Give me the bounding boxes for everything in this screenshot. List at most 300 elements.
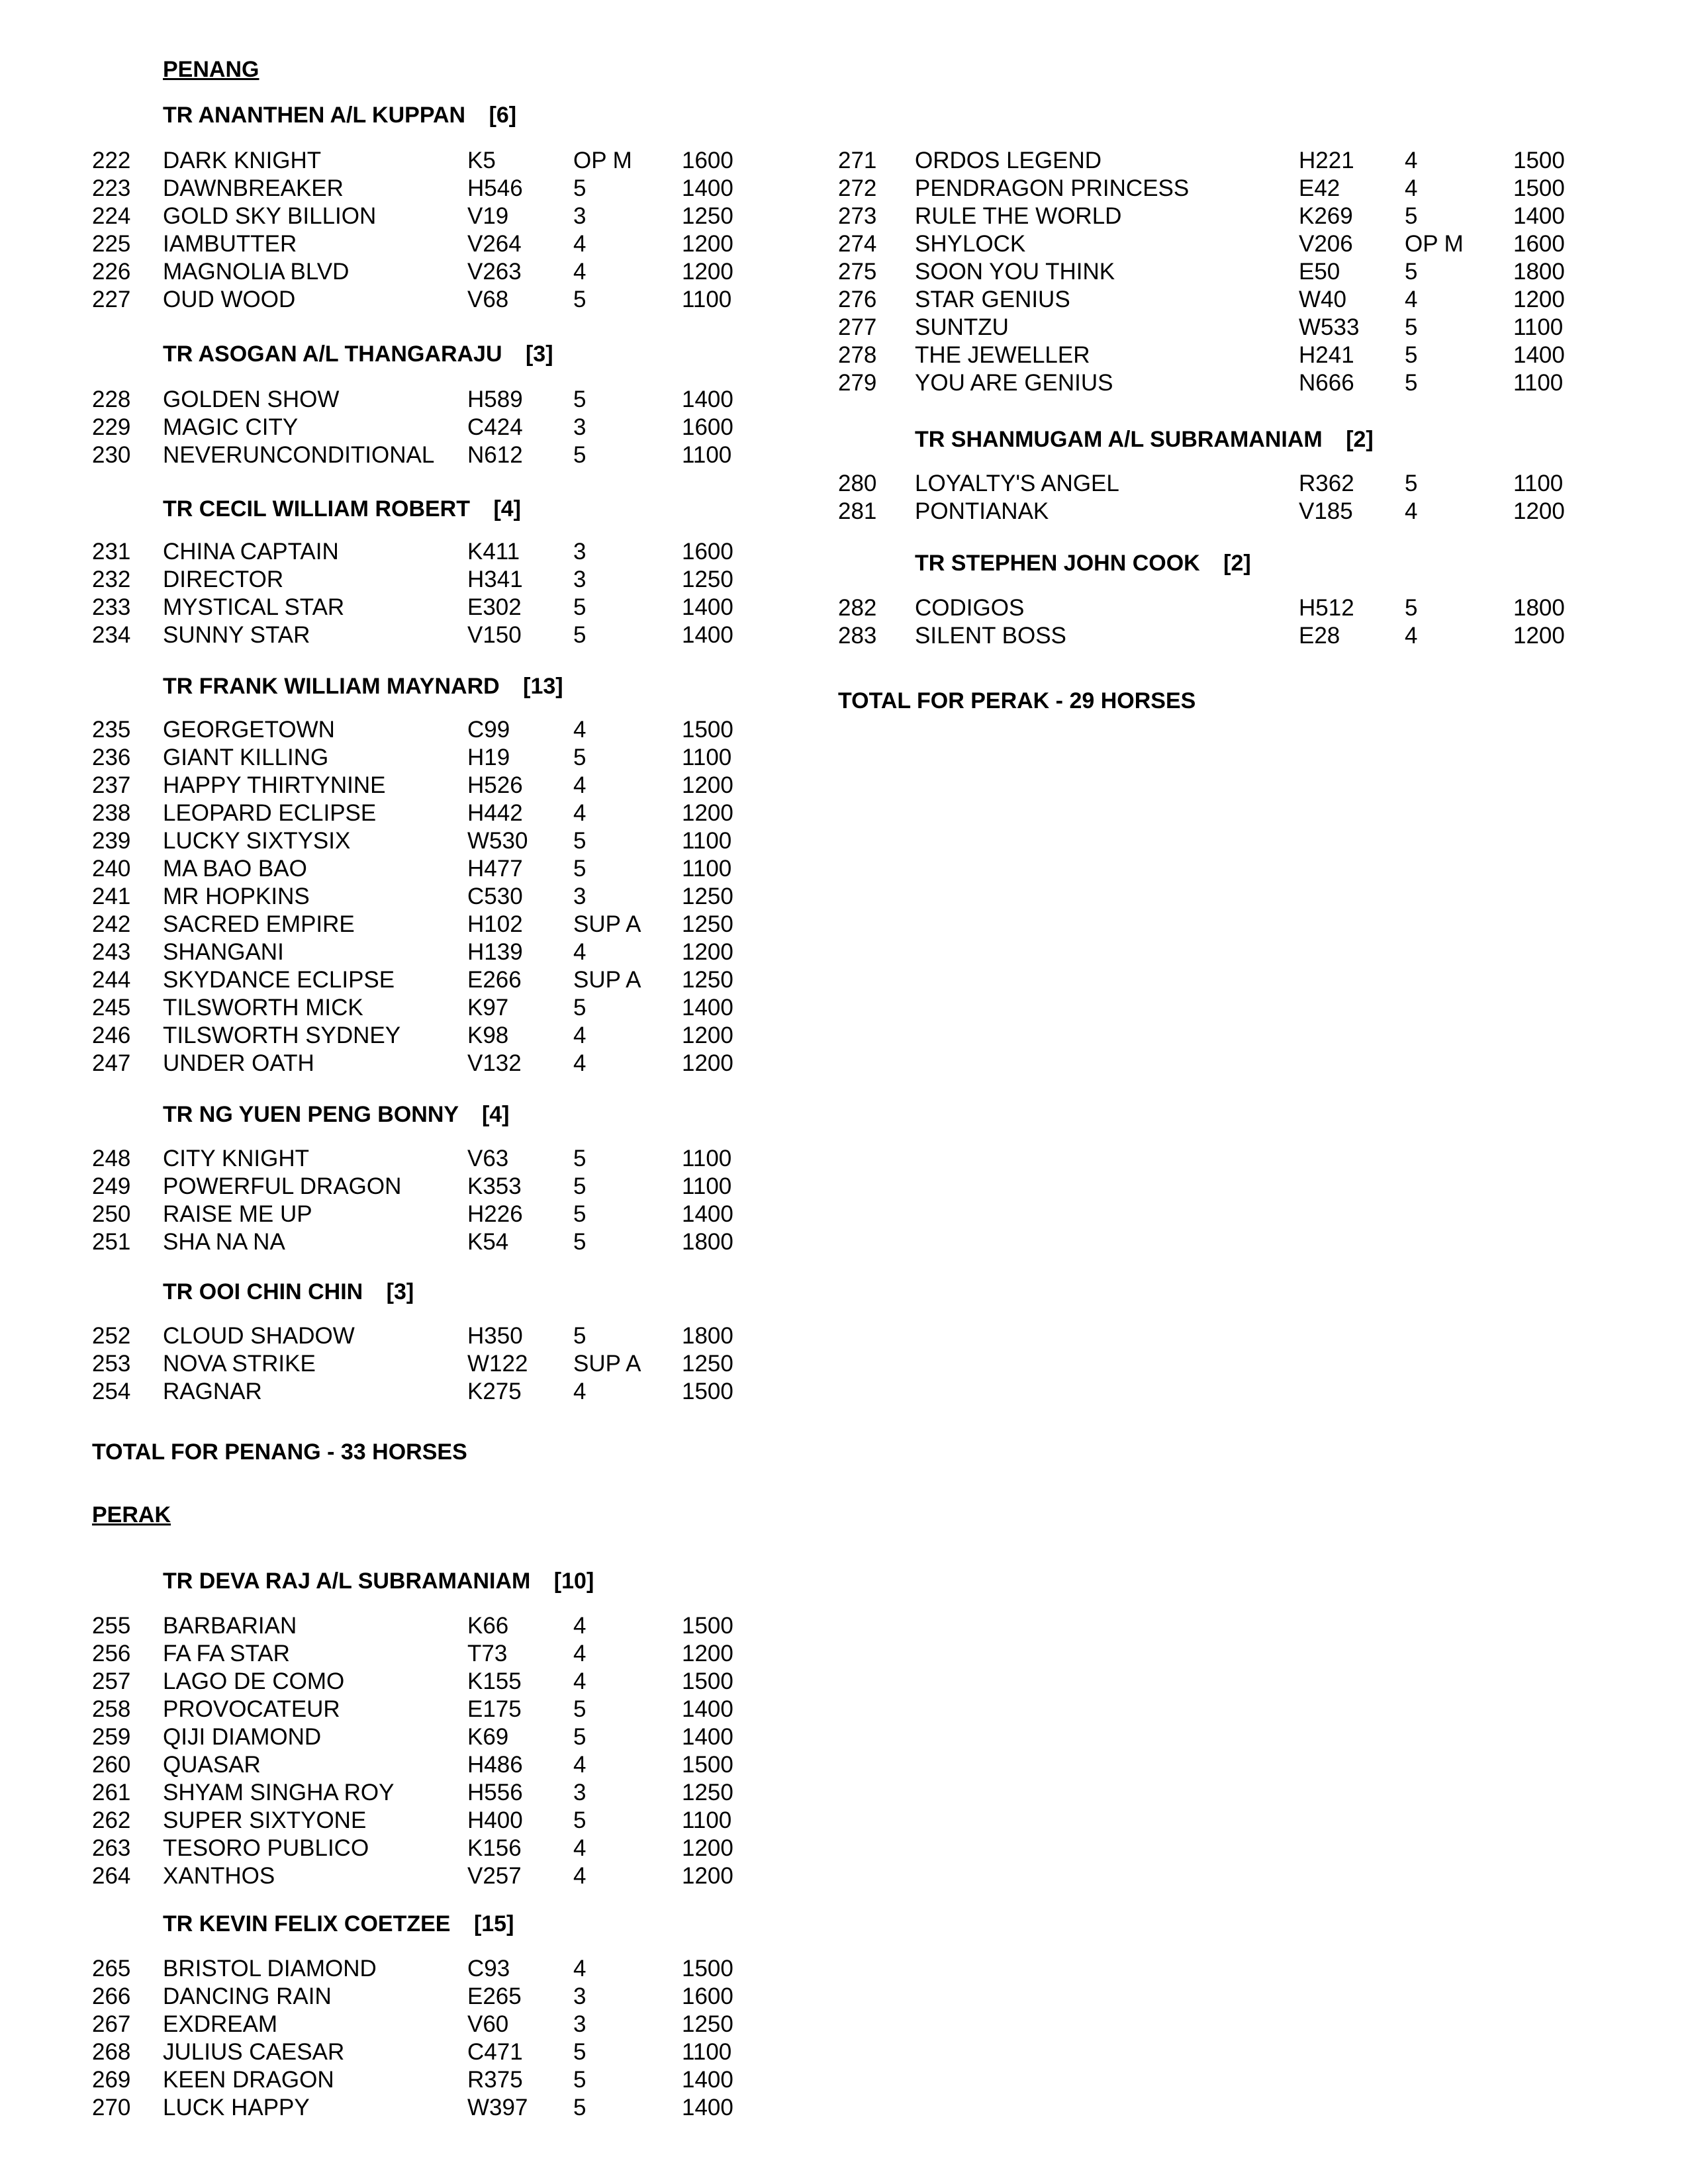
horse-number: 265 <box>92 1956 131 1981</box>
horse-name: NEVERUNCONDITIONAL <box>163 442 435 468</box>
horse-name: SHYAM SINGHA ROY <box>163 1780 395 1805</box>
horse-class: 3 <box>573 884 586 909</box>
horse-name: CITY KNIGHT <box>163 1146 310 1171</box>
horse-name: DAWNBREAKER <box>163 175 344 201</box>
trainer-count: [13] <box>523 674 563 699</box>
horse-name: DARK KNIGHT <box>163 148 322 173</box>
horse-name: CHINA CAPTAIN <box>163 539 339 565</box>
horse-name: UNDER OATH <box>163 1050 314 1076</box>
horse-code: H241 <box>1299 342 1354 368</box>
trainer-heading <box>163 341 553 367</box>
region-total-penang: TOTAL FOR PENANG - 33 HORSES <box>92 1439 467 1465</box>
horse-code: H221 <box>1299 148 1354 173</box>
horse-number: 235 <box>92 717 131 743</box>
horse-distance: 1200 <box>682 231 733 257</box>
horse-class: 5 <box>573 594 586 620</box>
horse-class: 4 <box>573 231 586 257</box>
horse-distance: 1100 <box>682 1807 732 1833</box>
horse-code: E175 <box>467 1696 522 1722</box>
horse-distance: 1100 <box>682 1173 732 1199</box>
trainer-name: TR SHANMUGAM A/L SUBRAMANIAM <box>915 427 1323 452</box>
horse-name: BARBARIAN <box>163 1613 297 1639</box>
horse-name: THE JEWELLER <box>915 342 1090 368</box>
horse-class: 5 <box>573 1229 586 1255</box>
horse-code: K269 <box>1299 203 1353 229</box>
horse-class: 5 <box>573 2095 586 2120</box>
horse-code: K353 <box>467 1173 522 1199</box>
horse-code: H102 <box>467 911 523 937</box>
horse-distance: 1500 <box>682 717 733 743</box>
horse-distance: 1800 <box>1513 595 1565 621</box>
horse-distance: 1600 <box>1513 231 1565 257</box>
horse-distance: 1100 <box>682 1146 732 1171</box>
horse-number: 247 <box>92 1050 131 1076</box>
horse-name: SUNTZU <box>915 314 1009 340</box>
horse-code: H139 <box>467 939 523 965</box>
horse-number: 237 <box>92 772 131 798</box>
horse-code: C424 <box>467 414 523 440</box>
horse-distance: 1100 <box>682 442 732 468</box>
horse-name: SUPER SIXTYONE <box>163 1807 367 1833</box>
horse-number: 260 <box>92 1752 131 1778</box>
horse-distance: 1100 <box>682 745 732 770</box>
horse-name: SACRED EMPIRE <box>163 911 355 937</box>
horse-name: DANCING RAIN <box>163 1983 332 2009</box>
trainer-name: TR DEVA RAJ A/L SUBRAMANIAM <box>163 1569 531 1594</box>
horse-name: SHANGANI <box>163 939 284 965</box>
horse-code: V185 <box>1299 498 1353 524</box>
horse-number: 225 <box>92 231 131 257</box>
horse-distance: 1100 <box>1513 370 1564 396</box>
horse-number: 239 <box>92 828 131 854</box>
trainer-count: [6] <box>489 103 517 128</box>
horse-code: K5 <box>467 148 496 173</box>
horse-number: 255 <box>92 1613 131 1639</box>
horse-class: 5 <box>573 745 586 770</box>
horse-number: 245 <box>92 995 131 1021</box>
trainer-count: [3] <box>525 341 553 367</box>
horse-number: 263 <box>92 1835 131 1861</box>
horse-class: 3 <box>573 414 586 440</box>
horse-number: 246 <box>92 1023 131 1048</box>
horse-distance: 1200 <box>682 939 733 965</box>
horse-number: 254 <box>92 1379 131 1404</box>
horse-name: OUD WOOD <box>163 287 296 312</box>
horse-code: R375 <box>467 2067 523 2093</box>
horse-name: FA FA STAR <box>163 1641 290 1666</box>
horse-class: 5 <box>1405 595 1418 621</box>
horse-distance: 1400 <box>1513 203 1565 229</box>
horse-name: LOYALTY'S ANGEL <box>915 471 1119 496</box>
horse-code: C471 <box>467 2039 523 2065</box>
horse-number: 242 <box>92 911 131 937</box>
horse-number: 227 <box>92 287 131 312</box>
horse-distance: 1400 <box>682 2067 733 2093</box>
horse-class: 4 <box>573 1668 586 1694</box>
horse-number: 282 <box>838 595 877 621</box>
horse-class: 5 <box>573 2067 586 2093</box>
horse-number: 278 <box>838 342 877 368</box>
horse-distance: 1200 <box>682 1050 733 1076</box>
horse-number: 230 <box>92 442 131 468</box>
horse-class: 5 <box>573 1146 586 1171</box>
horse-class: 5 <box>1405 342 1418 368</box>
horse-code: H477 <box>467 856 523 882</box>
horse-class: 3 <box>573 203 586 229</box>
horse-distance: 1500 <box>1513 148 1565 173</box>
horse-class: 5 <box>573 856 586 882</box>
horse-class: 5 <box>573 995 586 1021</box>
horse-name: RAISE ME UP <box>163 1201 312 1227</box>
trainer-count: [15] <box>473 1911 514 1936</box>
horse-class: 4 <box>573 717 586 743</box>
horse-class: 3 <box>573 567 586 592</box>
horse-number: 253 <box>92 1351 131 1377</box>
horse-class: OP M <box>573 148 632 173</box>
trainer-heading <box>163 674 563 700</box>
horse-class: 5 <box>1405 203 1418 229</box>
horse-distance: 1800 <box>1513 259 1565 285</box>
horse-distance: 1200 <box>1513 498 1565 524</box>
horse-name: SUNNY STAR <box>163 622 310 648</box>
horse-name: GEORGETOWN <box>163 717 335 743</box>
horse-number: 241 <box>92 884 131 909</box>
horse-name: STAR GENIUS <box>915 287 1070 312</box>
horse-name: CODIGOS <box>915 595 1025 621</box>
horse-distance: 1100 <box>1513 471 1564 496</box>
horse-code: V257 <box>467 1863 522 1889</box>
horse-code: H341 <box>467 567 523 592</box>
trainer-heading <box>163 1279 414 1305</box>
horse-code: E50 <box>1299 259 1340 285</box>
horse-name: SILENT BOSS <box>915 623 1066 649</box>
horse-number: 283 <box>838 623 877 649</box>
horse-distance: 1250 <box>682 967 733 993</box>
horse-number: 238 <box>92 800 131 826</box>
horse-class: 4 <box>573 1613 586 1639</box>
horse-code: W530 <box>467 828 528 854</box>
horse-class: 3 <box>573 539 586 565</box>
horse-distance: 1500 <box>682 1956 733 1981</box>
horse-distance: 1200 <box>682 259 733 285</box>
trainer-count: [2] <box>1223 551 1251 576</box>
horse-code: W40 <box>1299 287 1346 312</box>
horse-class: 4 <box>573 1956 586 1981</box>
horse-number: 270 <box>92 2095 131 2120</box>
horse-number: 272 <box>838 175 877 201</box>
horse-code: W122 <box>467 1351 528 1377</box>
horse-class: 4 <box>573 1863 586 1889</box>
horse-number: 250 <box>92 1201 131 1227</box>
horse-name: YOU ARE GENIUS <box>915 370 1113 396</box>
trainer-heading <box>915 427 1374 453</box>
horse-name: QUASAR <box>163 1752 261 1778</box>
horse-distance: 1600 <box>682 1983 733 2009</box>
horse-code: H442 <box>467 800 523 826</box>
horse-distance: 1250 <box>682 884 733 909</box>
horse-distance: 1400 <box>682 1696 733 1722</box>
horse-distance: 1400 <box>682 175 733 201</box>
trainer-name: TR NG YUEN PENG BONNY <box>163 1102 459 1127</box>
horse-code: H556 <box>467 1780 523 1805</box>
horse-distance: 1100 <box>682 287 732 312</box>
horse-class: 4 <box>1405 287 1418 312</box>
horse-name: LAGO DE COMO <box>163 1668 345 1694</box>
trainer-heading <box>163 1102 510 1128</box>
horse-distance: 1400 <box>682 995 733 1021</box>
horse-class: 4 <box>573 1641 586 1666</box>
horse-code: V263 <box>467 259 522 285</box>
horse-code: H226 <box>467 1201 523 1227</box>
horse-class: 5 <box>573 1323 586 1349</box>
horse-distance: 1200 <box>682 772 733 798</box>
horse-class: 5 <box>573 1201 586 1227</box>
horse-name: SKYDANCE ECLIPSE <box>163 967 395 993</box>
horse-name: XANTHOS <box>163 1863 275 1889</box>
horse-name: TESORO PUBLICO <box>163 1835 369 1861</box>
horse-number: 267 <box>92 2011 131 2037</box>
horse-number: 275 <box>838 259 877 285</box>
horse-name: SOON YOU THINK <box>915 259 1115 285</box>
trainer-name: TR KEVIN FELIX COETZEE <box>163 1911 451 1936</box>
horse-code: K66 <box>467 1613 509 1639</box>
horse-class: SUP A <box>573 911 641 937</box>
horse-code: N666 <box>1299 370 1354 396</box>
horse-code: H400 <box>467 1807 523 1833</box>
horse-number: 257 <box>92 1668 131 1694</box>
horse-name: BRISTOL DIAMOND <box>163 1956 377 1981</box>
horse-number: 248 <box>92 1146 131 1171</box>
horse-code: R362 <box>1299 471 1354 496</box>
horse-code: V206 <box>1299 231 1353 257</box>
horse-number: 261 <box>92 1780 131 1805</box>
horse-number: 233 <box>92 594 131 620</box>
horse-distance: 1800 <box>682 1229 733 1255</box>
horse-number: 259 <box>92 1724 131 1750</box>
horse-number: 224 <box>92 203 131 229</box>
horse-class: 5 <box>573 828 586 854</box>
horse-number: 228 <box>92 387 131 412</box>
horse-class: 4 <box>1405 498 1418 524</box>
horse-code: V264 <box>467 231 522 257</box>
horse-name: LEOPARD ECLIPSE <box>163 800 377 826</box>
horse-number: 256 <box>92 1641 131 1666</box>
horse-name: QIJI DIAMOND <box>163 1724 322 1750</box>
trainer-count: [4] <box>481 1102 510 1127</box>
horse-distance: 1250 <box>682 1780 733 1805</box>
horse-class: 5 <box>573 387 586 412</box>
horse-number: 234 <box>92 622 131 648</box>
horse-name: IAMBUTTER <box>163 231 297 257</box>
horse-class: 4 <box>1405 623 1418 649</box>
horse-code: H486 <box>467 1752 523 1778</box>
horse-distance: 1100 <box>682 856 732 882</box>
horse-name: RAGNAR <box>163 1379 262 1404</box>
horse-distance: 1600 <box>682 539 733 565</box>
horse-distance: 1200 <box>1513 287 1565 312</box>
trainer-heading <box>163 1911 514 1937</box>
horse-code: V63 <box>467 1146 509 1171</box>
trainer-count: [3] <box>386 1279 414 1304</box>
horse-distance: 1600 <box>682 414 733 440</box>
horse-code: C530 <box>467 884 523 909</box>
horse-distance: 1500 <box>682 1668 733 1694</box>
horse-class: 5 <box>1405 259 1418 285</box>
horse-class: 4 <box>1405 148 1418 173</box>
horse-class: 4 <box>1405 175 1418 201</box>
horse-class: 4 <box>573 259 586 285</box>
horse-name: HAPPY THIRTYNINE <box>163 772 386 798</box>
trainer-count: [10] <box>553 1569 594 1594</box>
horse-number: 226 <box>92 259 131 285</box>
horse-name: PONTIANAK <box>915 498 1049 524</box>
horse-code: K411 <box>467 539 520 565</box>
horse-name: RULE THE WORLD <box>915 203 1122 229</box>
horse-number: 281 <box>838 498 877 524</box>
horse-name: POWERFUL DRAGON <box>163 1173 402 1199</box>
horse-class: 4 <box>573 800 586 826</box>
horse-number: 244 <box>92 967 131 993</box>
horse-number: 277 <box>838 314 877 340</box>
horse-distance: 1200 <box>682 1863 733 1889</box>
horse-code: K275 <box>467 1379 522 1404</box>
trainer-name: TR OOI CHIN CHIN <box>163 1279 363 1304</box>
horse-distance: 1400 <box>682 1201 733 1227</box>
horse-distance: 1400 <box>682 622 733 648</box>
horse-distance: 1250 <box>682 567 733 592</box>
horse-class: 3 <box>573 2011 586 2037</box>
horse-name: GOLD SKY BILLION <box>163 203 377 229</box>
region-heading-perak: PERAK <box>92 1502 171 1527</box>
horse-distance: 1400 <box>682 594 733 620</box>
horse-code: K98 <box>467 1023 509 1048</box>
horse-distance: 1500 <box>1513 175 1565 201</box>
trainer-heading <box>915 551 1251 576</box>
horse-class: 5 <box>1405 471 1418 496</box>
horse-code: W397 <box>467 2095 528 2120</box>
horse-distance: 1800 <box>682 1323 733 1349</box>
horse-class: OP M <box>1405 231 1464 257</box>
horse-number: 258 <box>92 1696 131 1722</box>
horse-number: 229 <box>92 414 131 440</box>
horse-class: 5 <box>573 287 586 312</box>
horse-distance: 1400 <box>1513 342 1565 368</box>
horse-code: C99 <box>467 717 510 743</box>
horse-distance: 1100 <box>682 2039 732 2065</box>
horse-code: H512 <box>1299 595 1354 621</box>
horse-distance: 1400 <box>682 1724 733 1750</box>
horse-class: 4 <box>573 1835 586 1861</box>
trainer-name: TR ANANTHEN A/L KUPPAN <box>163 103 466 128</box>
horse-code: E42 <box>1299 175 1340 201</box>
horse-distance: 1500 <box>682 1379 733 1404</box>
horse-class: 5 <box>573 442 586 468</box>
horse-code: K97 <box>467 995 509 1021</box>
horse-distance: 1600 <box>682 148 733 173</box>
horse-name: NOVA STRIKE <box>163 1351 316 1377</box>
horse-code: N612 <box>467 442 523 468</box>
horse-number: 236 <box>92 745 131 770</box>
trainer-name: TR CECIL WILLIAM ROBERT <box>163 496 470 522</box>
horse-class: SUP A <box>573 1351 641 1377</box>
trainer-name: TR ASOGAN A/L THANGARAJU <box>163 341 502 367</box>
horse-code: K69 <box>467 1724 509 1750</box>
horse-number: 274 <box>838 231 877 257</box>
horse-distance: 1200 <box>682 800 733 826</box>
horse-code: K54 <box>467 1229 509 1255</box>
horse-code: H589 <box>467 387 523 412</box>
horse-class: 3 <box>573 1983 586 2009</box>
horse-name: EXDREAM <box>163 2011 278 2037</box>
horse-name: PENDRAGON PRINCESS <box>915 175 1190 201</box>
horse-class: 5 <box>1405 370 1418 396</box>
horse-name: DIRECTOR <box>163 567 284 592</box>
horse-class: 4 <box>573 1752 586 1778</box>
horse-distance: 1250 <box>682 911 733 937</box>
horse-distance: 1200 <box>682 1023 733 1048</box>
horse-distance: 1100 <box>682 828 732 854</box>
horse-number: 273 <box>838 203 877 229</box>
horse-code: T73 <box>467 1641 508 1666</box>
horse-class: 4 <box>573 1050 586 1076</box>
horse-code: H526 <box>467 772 523 798</box>
horse-distance: 1200 <box>682 1835 733 1861</box>
horse-class: 4 <box>573 939 586 965</box>
horse-code: V68 <box>467 287 509 312</box>
horse-number: 223 <box>92 175 131 201</box>
horse-number: 262 <box>92 1807 131 1833</box>
horse-class: 5 <box>573 622 586 648</box>
horse-name: KEEN DRAGON <box>163 2067 334 2093</box>
horse-number: 276 <box>838 287 877 312</box>
horse-name: PROVOCATEUR <box>163 1696 340 1722</box>
trainer-count: [4] <box>493 496 522 522</box>
horse-class: 5 <box>573 1724 586 1750</box>
horse-class: 5 <box>573 1807 586 1833</box>
horse-number: 240 <box>92 856 131 882</box>
horse-name: JULIUS CAESAR <box>163 2039 345 2065</box>
horse-distance: 1500 <box>682 1613 733 1639</box>
horse-class: 5 <box>1405 314 1418 340</box>
horse-class: 5 <box>573 175 586 201</box>
horse-class: 3 <box>573 1780 586 1805</box>
horse-name: LUCK HAPPY <box>163 2095 310 2120</box>
horse-code: E266 <box>467 967 522 993</box>
horse-number: 222 <box>92 148 131 173</box>
horse-number: 243 <box>92 939 131 965</box>
horse-code: K155 <box>467 1668 522 1694</box>
horse-name: SHYLOCK <box>915 231 1026 257</box>
horse-code: H546 <box>467 175 523 201</box>
horse-number: 232 <box>92 567 131 592</box>
horse-class: 5 <box>573 1696 586 1722</box>
horse-number: 268 <box>92 2039 131 2065</box>
horse-code: E302 <box>467 594 522 620</box>
trainer-heading <box>163 103 516 128</box>
horse-distance: 1100 <box>1513 314 1564 340</box>
horse-distance: 1250 <box>682 203 733 229</box>
horse-name: MYSTICAL STAR <box>163 594 345 620</box>
horse-distance: 1200 <box>682 1641 733 1666</box>
horse-name: MR HOPKINS <box>163 884 310 909</box>
horse-number: 280 <box>838 471 877 496</box>
horse-code: H19 <box>467 745 510 770</box>
horse-code: E28 <box>1299 623 1340 649</box>
horse-name: LUCKY SIXTYSIX <box>163 828 351 854</box>
horse-name: GIANT KILLING <box>163 745 329 770</box>
horse-name: TILSWORTH SYDNEY <box>163 1023 401 1048</box>
horse-number: 264 <box>92 1863 131 1889</box>
